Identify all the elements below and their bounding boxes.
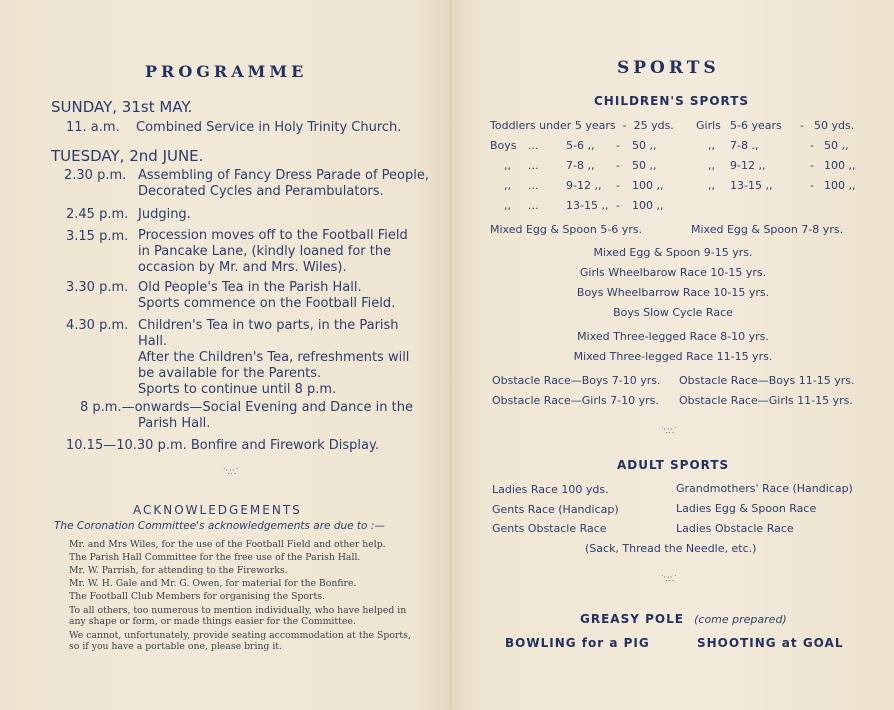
event-centered: Mixed Three-legged Race 8-10 yrs. [577, 330, 769, 343]
event-centered: Girls Wheelbarow Race 10-15 yrs. [579, 266, 767, 279]
girls-row: ,, 13-15 ,, - 100 ,, [708, 179, 856, 192]
tuesday-heading: TUESDAY, 2nd JUNE. [51, 147, 204, 165]
event-right: Grandmothers' Race (Handicap) [676, 482, 853, 495]
event-time: 3.15 p.m. [66, 229, 129, 244]
sunday-time: 11. a.m. [66, 120, 120, 135]
event-text: Assembling of Fancy Dress Parade of People, Decorated Cycles and Perambulators. [138, 168, 429, 199]
toddlers-row: Toddlers under 5 years - 25 yds. [490, 119, 674, 132]
shooting-line: SHOOTING at GOAL [697, 636, 844, 650]
right-page [452, 0, 894, 710]
adult-note: (Sack, Thread the Needle, etc.) [585, 542, 757, 555]
acknowledgements-intro: The Coronation Committee's acknowledgements are due to :— [54, 520, 385, 532]
adult-sports-heading: ADULT SPORTS [617, 458, 730, 472]
event-left: Ladies Race 100 yds. [492, 483, 609, 496]
childrens-sports-heading: CHILDREN'S SPORTS [594, 94, 750, 108]
event-right: Obstacle Race—Girls 11-15 yrs. [679, 394, 853, 407]
boys-row: ,, ... 13-15 ,, - 100 ,, [504, 199, 664, 212]
event-left: Obstacle Race—Girls 7-10 yrs. [492, 394, 659, 407]
programme-heading: PROGRAMME [145, 62, 308, 81]
event-centered: Boys Slow Cycle Race [613, 306, 733, 319]
event-right: Obstacle Race—Boys 11-15 yrs. [679, 374, 855, 387]
sports-heading: SPORTS [617, 58, 720, 78]
acknowledgements-list: Mr. and Mrs Wiles, for the use of the Football Field and other help. The Parish Hall Committee for the free use of the Parish Hall. Mr. W. Parrish, for attending to the Fireworks. Mr. W. H. Gale and Mr. G. Owen, for material for the Bonfire. The Football Club Members for organising the Sports. To all others, too numerous to mention individually, who have helped in any shape or form, or made things easier for the Committee. We cannot, unfortunately, provide seating accommodation at the Sports, so if you have a portable one, please bring it. [69, 539, 411, 652]
event-left: Mixed Egg & Spoon 5-6 yrs. [490, 223, 643, 236]
event-text: Judging. [138, 207, 191, 222]
event-right: Mixed Egg & Spoon 7-8 yrs. [691, 223, 844, 236]
event-centered: Mixed Egg & Spoon 9-15 yrs. [593, 246, 753, 259]
event-time: 4.30 p.m. [66, 318, 129, 333]
acknowledgements-title: ACKNOWLEDGEMENTS [133, 503, 302, 517]
sunday-text: Combined Service in Holy Trinity Church. [136, 120, 402, 135]
girls-row: Girls 5-6 years - 50 yds. [696, 119, 855, 132]
event-time: 2.45 p.m. [66, 207, 129, 222]
event-right: Ladies Egg & Spoon Race [676, 502, 817, 515]
evening-line: 8 p.m.—onwards—Social Evening and Dance in the [80, 400, 413, 415]
bowling-line: BOWLING for a PIG [505, 636, 650, 650]
event-text: Procession moves off to the Football Field in Pancake Lane, (kindly loaned for the occasion by Mr. and Mrs. Wiles). [138, 228, 408, 275]
event-right: Ladies Obstacle Race [676, 522, 794, 535]
event-left: Gents Obstacle Race [492, 522, 607, 535]
girls-row: ,, 9-12 ,, - 100 ,, [708, 159, 856, 172]
evening-line: Parish Hall. [138, 416, 211, 431]
boys-row: Boys ... 5-6 ,, - 50 ,, [490, 139, 657, 152]
greasy-pole-line: GREASY POLE (come prepared) [580, 612, 787, 626]
event-time: 3.30 p.m. [66, 280, 129, 295]
event-centered: Mixed Three-legged Race 11-15 yrs. [573, 350, 773, 363]
event-centered: Boys Wheelbarrow Race 10-15 yrs. [576, 286, 770, 299]
boys-row: ,, ... 7-8 ,, - 50 ,, [504, 159, 657, 172]
event-left: Obstacle Race—Boys 7-10 yrs. [492, 374, 661, 387]
event-left: Gents Race (Handicap) [492, 503, 619, 516]
event-time: 2.30 p.m. [64, 168, 127, 183]
ornament-icon: ˙∵∴˙ [660, 427, 677, 437]
ornament-icon: ˙∵∴˙ [660, 575, 677, 585]
bonfire-line: 10.15—10.30 p.m. Bonfire and Firework Display. [66, 438, 379, 453]
ornament-icon: ˙∵∴˙ [222, 468, 239, 478]
boys-row: ,, ... 9-12 ,, - 100 ,, [504, 179, 664, 192]
girls-row: ,, 7-8 ., - 50 ,, [708, 139, 849, 152]
sunday-heading: SUNDAY, 31st MAY. [51, 98, 193, 116]
event-text: Old People's Tea in the Parish Hall. Sports commence on the Football Field. [138, 280, 396, 311]
event-text: Children's Tea in two parts, in the Parish Hall. After the Children's Tea, refreshments will be available for the Parents. Sports to continue until 8 p.m. [138, 318, 410, 397]
